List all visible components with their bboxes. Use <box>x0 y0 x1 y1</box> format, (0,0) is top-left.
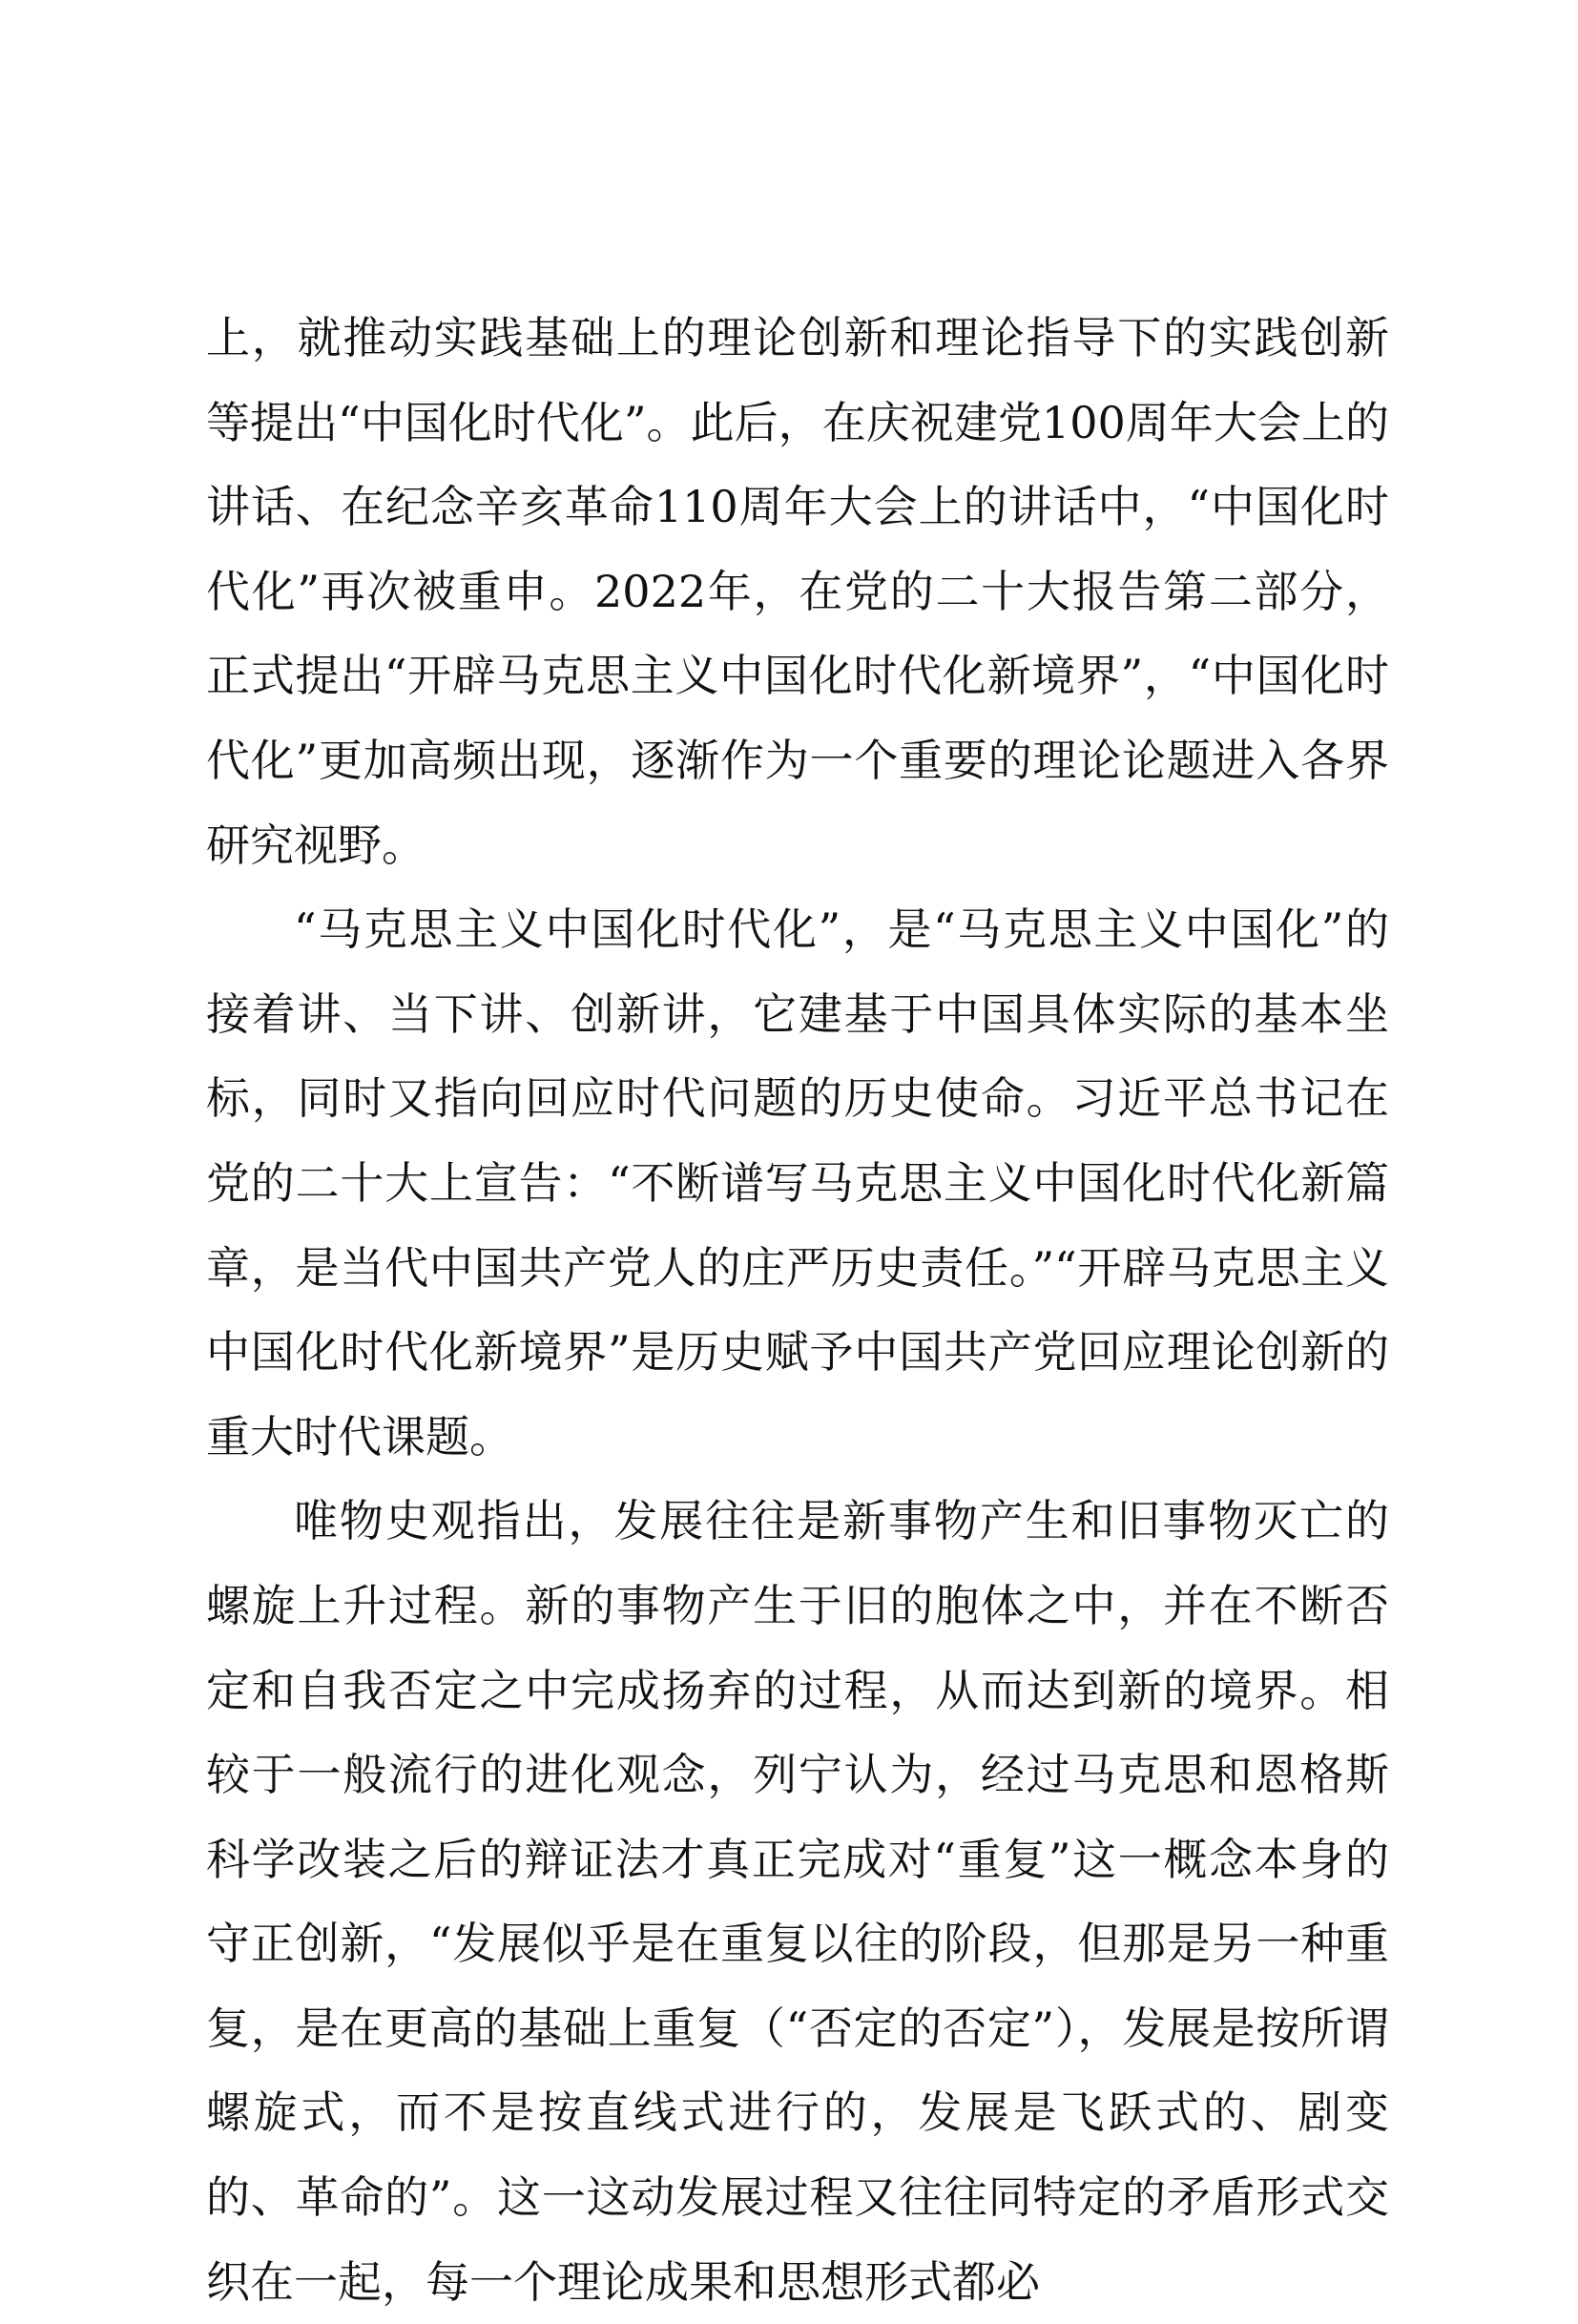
paragraph-1: 上，就推动实践基础上的理论创新和理论指导下的实践创新等提出“中国化时代化”。此后，在庆祝建党100周年大会上的讲话、在纪念辛亥革命110周年大会上的讲话中，“中国化时代化”再次被重申。2022年，在党的二十大报告第二部分，正式提出“开辟马克思主义中国化时代化新境界”，“中国化时代化”更加高频出现，逐渐作为一个重要的理论论题进入各界研究视野。 <box>206 312 1389 871</box>
paragraph-2: “马克思主义中国化时代化”，是“马克思主义中国化”的接着讲、当下讲、创新讲，它建基于中国具体实际的基本坐标，同时又指向回应时代问题的历史使命。习近平总书记在党的二十大上宣告：“不断谱写马克思主义中国化时代化新篇章，是当代中国共产党人的庄严历史责任。”“开辟马克思主义中国化时代化新境界”是历史赋予中国共产党回应理论创新的重大时代课题。 <box>206 903 1389 1463</box>
paragraph-3: 唯物史观指出，发展往往是新事物产生和旧事物灭亡的螺旋上升过程。新的事物产生于旧的胞体之中，并在不断否定和自我否定之中完成扬弃的过程，从而达到新的境界。相较于一般流行的进化观念，列宁认为，经过马克思和恩格斯科学改装之后的辩证法才真正完成对“重复”这一概念本身的守正创新，“发展似乎是在重复以往的阶段，但那是另一种重复，是在更高的基础上重复（“否定的否定”），发展是按所谓螺旋式，而不是按直线式进行的，发展是飞跃式的、剧变的、革命的”。这一这动发展过程又往往同特定的矛盾形式交织在一起，每一个理论成果和思想形式都必 <box>206 1495 1389 2308</box>
body-text <box>206 296 1389 2324</box>
